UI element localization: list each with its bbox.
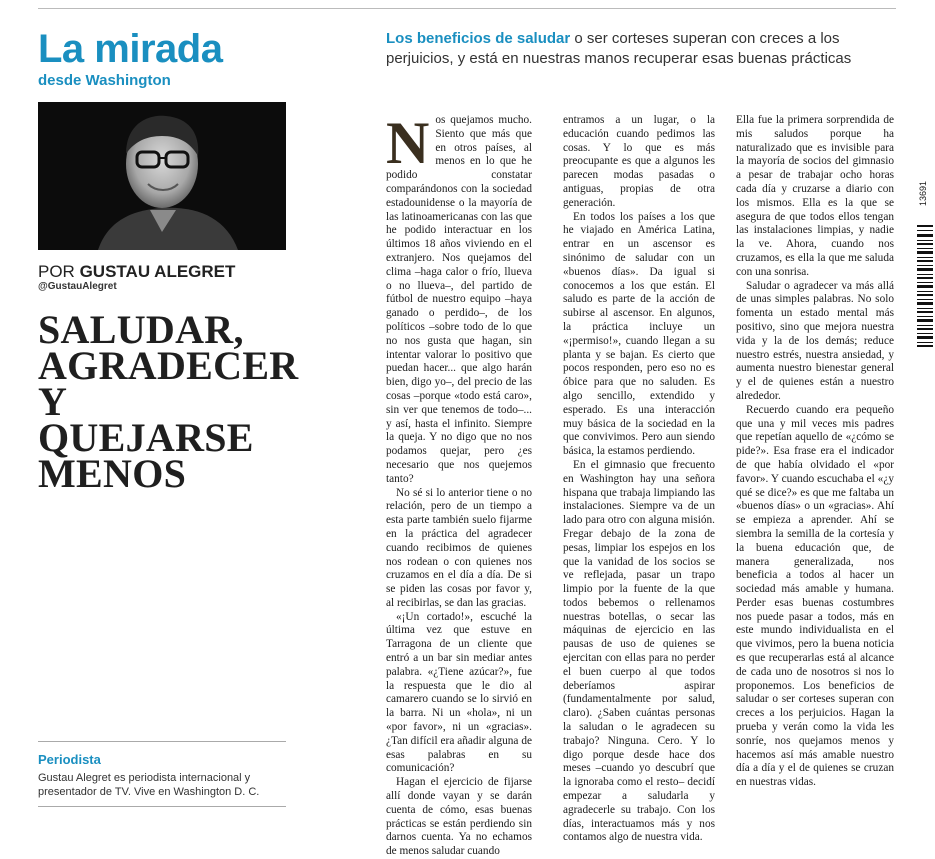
paragraph: Recuerdo cuando era pequeño que una y mil veces mis padres que repetían aquello de «¿cómo se pide?». Esa frase era el indicador de que había olvidado el «por favor». Y cuando escuchaba el «¿y qué se dice?» es que me faltaba un «buenos días» o un «gracias». Ahí se empieza a aprender. Ahí se siembra la semilla de la cortesía y la buena educación que, de manera generalizada, nos beneficia a todos al hacer un sociedad más amable y humana. Perder esas buenas costumbres nos puede pasar a todos, más en este mundo individualista en el que vivimos, pero la buena noticia es que recuperarlas está al alcance de cada uno de nosotros si nos lo proponemos. Los beneficios de saludar o ser corteses superan con creces a los perjuicios. Hagan la prueba y verán como la vida les sonríe, nos quejamos menos y hacemos así más amable nuestro día a día y el de quienes se cruzan en nuestras vidas. [736, 403, 894, 789]
byline [38, 262, 235, 282]
deck-text: o ser corteses superan con creces a los perjuicios, y está en nuestras manos recuperar esas buenas prácticas [386, 30, 852, 67]
author-role: Periodista [38, 752, 101, 767]
paragraph: En el gimnasio que frecuento en Washington hay una señora hispana que trabaja limpiando las instalaciones. Siempre va de un lado para otro con alguna misión. Fregar debajo de la zona de pesas, limpiar los espejos en los que la vanidad de los socios se ve reflejada, pasar un trapo limpio por la fuente de la que todos bebemos o rellenamos nuestras botellas, o secar las máquinas de ejercicio en las pausas de uso de quienes se ejercitan con ellas para no perder el buen cuerpo al que todos deberíamos aspirar (fundamentalmente por salud, claro). ¿Saben cuántas personas la saludan o le agradecen su trabajo? Ninguna. Cero. Y lo digo porque desde hace dos meses –cuando yo descubrí que la ignoraba como el resto– decidí empezar a saludarla y agradecerle su trabajo. Con los días, interactuamos más y nos contamos algo de nuestra vida. [563, 458, 715, 844]
section-subtitle: desde Washington [38, 72, 171, 89]
paragraph: os quejamos mucho. Siento que más que en otros países, al menos en lo que he podido constatar comparándonos con la sociedad estadounidense o la mayoría de las latinoamericanas con las que he podido interactuar en los últimos 18 años viviendo en el extranjero. Nos quejamos del clima –haga calor o frío, llueva o no llueva–, del partido de fútbol de nuestro equipo –haya ganado o perdido–, de los políticos –sobre todo de lo que no nos gusta que hagan, sin intentar valorar lo positivo que puedan hacer... que algo harán bien, digo yo–, del precio de las cosas –porque «todo está caro», sin ver que tenemos de todo–... y así, hasta el infinito. Siempre la queja. Y no digo que no nos podamos quejar, pero ¿es necesario que nos quejemos tanto? [386, 114, 532, 485]
body-column-2 [563, 114, 715, 845]
paragraph: En todos los países a los que he viajado en América Latina, entrar en un ascensor es sinónimo de saludar con un «buenos días». Da igual si conocemos a los que están. El saludo es parte de la acción de subirse al ascensor. En algunos, la práctica incluye un «¡permiso!», cuando llegan a su planta y se bajan. Es cierto que pocos responden, pero eso no es óbice para que no saluden. Es algo sencillo, extendido y esperado. Es una interacción muy básica de la sociedad en la que convivimos. Pero aun siendo básica, la estamos perdiendo. [563, 210, 715, 458]
bio-top-rule [38, 741, 286, 742]
section-title: La mirada [38, 27, 223, 71]
paragraph: «¡Un cortado!», escuché la última vez que estuve en Tarragona de un cliente que entró a un bar sin mediar antes palabra. «¿Tiene azúcar?», fue la respuesta que le dio al camarero cuando se lo sirvió en la barra. Ni un «hola», ni un «por favor», ni un «gracias». ¿Tan difícil era añadir alguna de esas palabras en su comunicación? [386, 610, 532, 775]
paragraph: No sé si lo anterior tiene o no relación, pero de un tiempo a esta parte también suelo fijarme en la práctica del agradecer cuando recibimos de quienes nos rodean o con quienes nos cruzamos en el día a día. De si se piden las cosas por favor y, al recibirlas, se dan las gracias. [386, 486, 532, 609]
dropcap: N [386, 110, 430, 176]
barcode-graphic [917, 185, 933, 350]
body-column-3 [736, 114, 894, 790]
paragraph: Saludar o agradecer va más allá de unas simples palabras. No solo fomenta un estado mental más positivo, sino que mejora nuestra vida y la de los demás; reduce nuestro estrés, nuestra ansiedad, y aumenta nuestro bienestar general y el de quienes están a nuestro alrededor. [736, 279, 894, 402]
author-name: GUSTAU ALEGRET [79, 262, 236, 281]
headline: SALUDAR, AGRADECER Y QUEJARSE MENOS [38, 307, 299, 496]
author-bio: Gustau Alegret es periodista internacional y presentador de TV. Vive en Washington D. C. [38, 772, 260, 798]
paragraph: Hagan el ejercicio de fijarse allí donde vayan y se darán cuenta de cómo, esas buenas prácticas se están perdiendo sin darnos cuenta. Ya no echamos de menos saludar cuando [386, 776, 532, 858]
deck-highlight: Los beneficios de saludar [386, 30, 571, 47]
body-column-1 [386, 110, 532, 859]
author-handle: @GustauAlegret [38, 281, 117, 292]
paragraph: Ella fue la primera sorprendida de mis saludos porque ha naturalizado que es invisible para la mayoría de socios del gimnasio a pesar de trabajar ocho horas cada día y cruzarse a diario con los mismos. Ella es la que se asegura de que todos ellos tengan las instalaciones limpias, y nadie la ve. Ahora, cuando nos cruzamos, es ella la que me saluda con una sonrisa. [736, 114, 894, 278]
bio-bottom-rule [38, 806, 286, 807]
author-photo [38, 102, 286, 250]
edge-code: 13691 [918, 180, 928, 206]
deck [386, 29, 866, 68]
paragraph: entramos a un lugar, o la educación cuando pedimos las cosas. Y lo que es más preocupante es que a algunos les parecen modas pasadas o antiguas, propias de otra generación. [563, 114, 715, 209]
byline-prefix: POR [38, 262, 75, 281]
top-rule [38, 8, 896, 9]
